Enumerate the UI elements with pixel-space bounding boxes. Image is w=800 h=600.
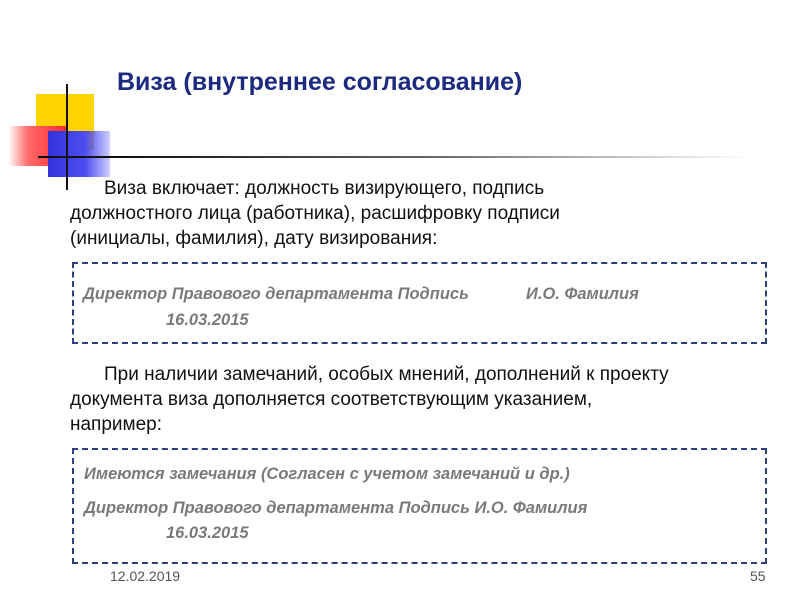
example1-name: И.О. Фамилия bbox=[526, 285, 639, 303]
remarks-description bbox=[70, 362, 780, 437]
remarks-description-line-3: например: bbox=[70, 414, 163, 435]
visa-description-line-1: Виза включает: должность визирующего, подпись bbox=[104, 178, 545, 199]
remarks-description-line-1: При наличии замечаний, особых мнений, дополнений к проекту bbox=[104, 364, 669, 385]
decor-blue-square bbox=[48, 131, 110, 177]
footer-date: 12.02.2019 bbox=[110, 568, 181, 584]
example2-date: 16.03.2015 bbox=[166, 524, 249, 542]
example1-signature: Директор Правового департамента Подпись bbox=[83, 285, 469, 303]
slide-title: Виза (внутреннее согласование) bbox=[117, 68, 523, 96]
decor-vertical-line bbox=[66, 84, 68, 190]
example2-note: Имеются замечания (Согласен с учетом замечаний и др.) bbox=[84, 465, 570, 483]
visa-description bbox=[70, 176, 780, 251]
example1-date: 16.03.2015 bbox=[166, 311, 249, 329]
visa-description-line-2: должностного лица (работника), расшифровку подписи bbox=[70, 203, 560, 224]
example2-signature: Директор Правового департамента Подпись И.О. Фамилия bbox=[84, 499, 588, 517]
title-underline bbox=[38, 156, 750, 158]
visa-description-line-3: (инициалы, фамилия), дату визирования: bbox=[70, 228, 438, 249]
footer-page-number: 55 bbox=[750, 568, 766, 584]
remarks-description-line-2: документа виза дополняется соответствующим указанием, bbox=[70, 389, 593, 410]
